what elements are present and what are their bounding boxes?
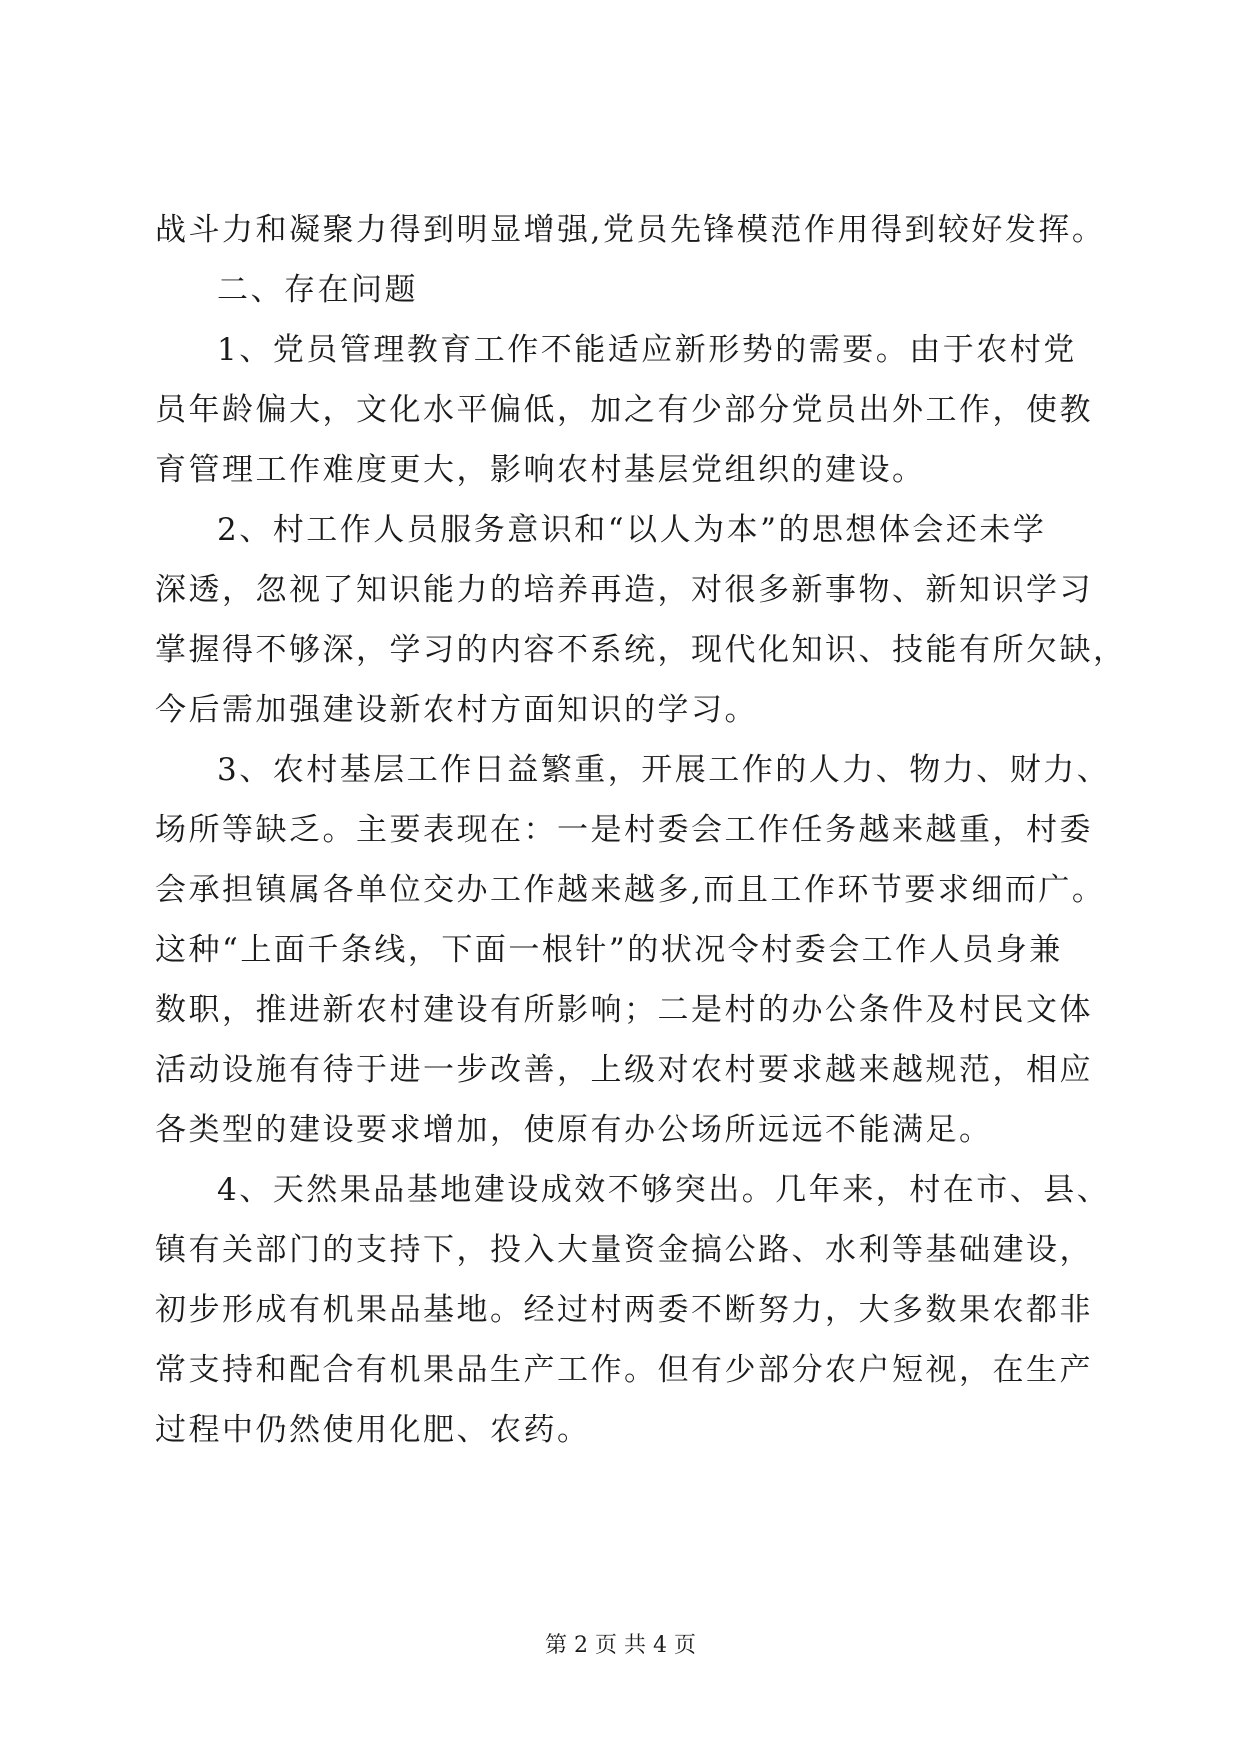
text-line: 掌握得不够深，学习的内容不系统，现代化知识、技能有所欠缺， xyxy=(155,632,1127,668)
text-line: 这种“上面千条线，下面一根针”的状况令村委会工作人员身兼 xyxy=(155,932,1063,968)
text-line: 1、党员管理教育工作不能适应新形势的需要。由于农村党 xyxy=(217,332,1077,368)
text-line: 育管理工作难度更大，影响农村基层党组织的建设。 xyxy=(155,452,926,488)
text-line: 2、村工作人员服务意识和“以人为本”的思想体会还未学 xyxy=(217,512,1047,548)
text-line: 各类型的建设要求增加，使原有办公场所远远不能满足。 xyxy=(155,1112,993,1148)
text-line: 3、农村基层工作日益繁重，开展工作的人力、物力、财力、 xyxy=(217,752,1111,788)
text-line: 4、天然果品基地建设成效不够突出。几年来，村在市、县、 xyxy=(217,1172,1111,1208)
text-line: 数职，推进新农村建设有所影响；二是村的办公条件及村民文体 xyxy=(155,992,1093,1028)
text-line: 过程中仍然使用化肥、农药。 xyxy=(155,1412,591,1448)
text-line: 深透，忽视了知识能力的培养再造，对很多新事物、新知识学习 xyxy=(155,572,1093,608)
text-line: 战斗力和凝聚力得到明显增强,党员先锋模范作用得到较好发挥。 xyxy=(155,212,1106,248)
page-footer: 第 2 页 共 4 页 xyxy=(545,1633,696,1658)
text-line: 常支持和配合有机果品生产工作。但有少部分农户短视，在生产 xyxy=(155,1352,1093,1388)
text-line: 员年龄偏大，文化水平偏低，加之有少部分党员出外工作，使教 xyxy=(155,392,1093,428)
text-line: 会承担镇属各单位交办工作越来越多,而且工作环节要求细而广。 xyxy=(155,872,1106,908)
text-line: 今后需加强建设新农村方面知识的学习。 xyxy=(155,692,758,728)
text-line: 活动设施有待于进一步改善，上级对农村要求越来越规范，相应 xyxy=(155,1052,1093,1088)
text-line: 场所等缺乏。主要表现在：一是村委会工作任务越来越重，村委 xyxy=(155,812,1093,848)
text-line: 二、存在问题 xyxy=(217,272,418,308)
text-line: 镇有关部门的支持下，投入大量资金搞公路、水利等基础建设， xyxy=(155,1232,1093,1268)
text-line: 初步形成有机果品基地。经过村两委不断努力，大多数果农都非 xyxy=(155,1292,1093,1328)
document-body xyxy=(155,200,1127,1460)
